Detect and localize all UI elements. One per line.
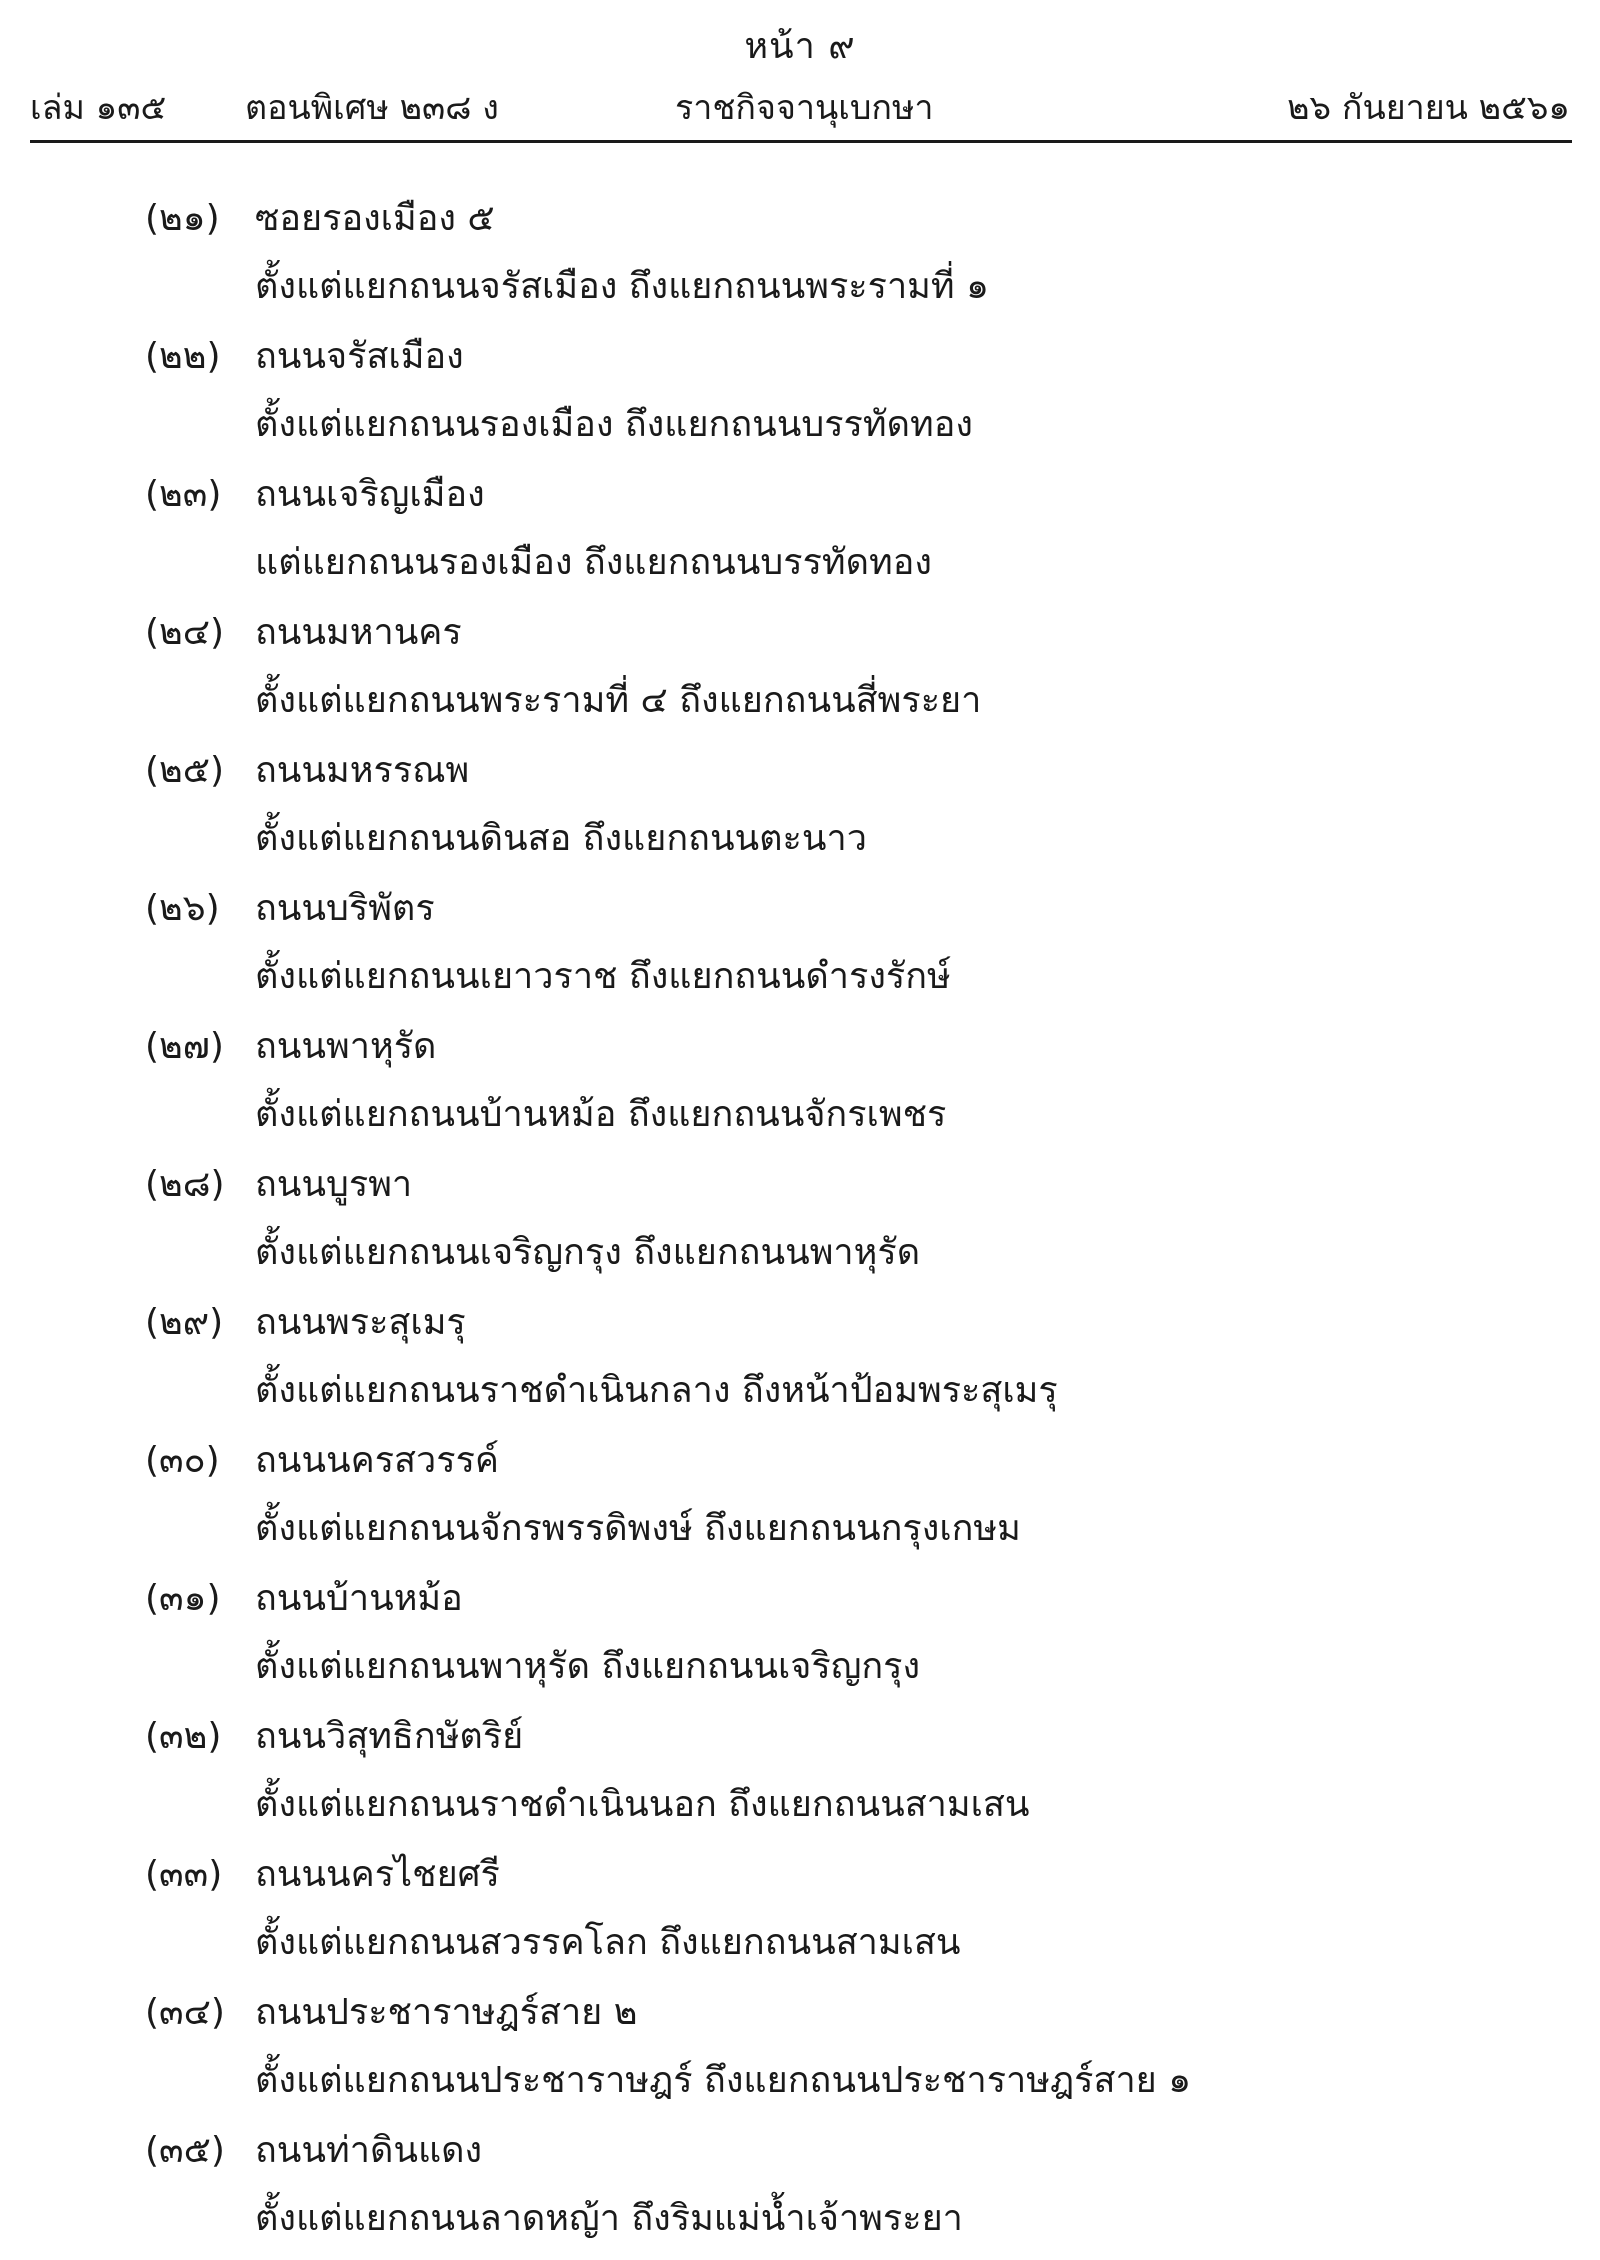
road-extent: ตั้งแต่แยกถนนดินสอ ถึงแยกถนนตะนาว [255,818,867,859]
list-item [0,190,1600,328]
road-name: ถนนนครไชยศรี [255,1854,500,1895]
road-name: ถนนวิสุทธิกษัตริย์ [255,1716,524,1757]
item-number: (๒๖) [145,888,220,929]
list-item [0,1018,1600,1156]
issue-number: ตอนพิเศษ ๒๓๘ ง [245,88,499,128]
road-name: ถนนบริพัตร [255,888,435,929]
road-name: ถนนเจริญเมือง [255,474,485,515]
list-item [0,1432,1600,1570]
item-number: (๒๗) [145,1026,224,1067]
list-item [0,604,1600,742]
gazette-title: ราชกิจจานุเบกษา [675,88,934,128]
list-item [0,1984,1600,2122]
road-extent: ตั้งแต่แยกถนนสวรรคโลก ถึงแยกถนนสามเสน [255,1922,961,1963]
road-list [0,190,1600,2260]
road-extent: แต่แยกถนนรองเมือง ถึงแยกถนนบรรทัดทอง [255,542,932,583]
road-extent: ตั้งแต่แยกถนนเจริญกรุง ถึงแยกถนนพาหุรัด [255,1232,921,1273]
road-extent: ตั้งแต่แยกถนนพระรามที่ ๔ ถึงแยกถนนสี่พระยา [255,680,982,721]
road-extent: ตั้งแต่แยกถนนลาดหญ้า ถึงริมแม่น้ำเจ้าพระยา [255,2198,963,2239]
item-number: (๒๙) [145,1302,224,1343]
road-extent: ตั้งแต่แยกถนนบ้านหม้อ ถึงแยกถนนจักรเพชร [255,1094,947,1135]
item-number: (๒๒) [145,336,221,377]
road-name: ถนนท่าดินแดง [255,2130,483,2171]
list-item [0,742,1600,880]
list-item [0,328,1600,466]
item-number: (๒๑) [145,198,220,239]
road-name: ถนนมหรรณพ [255,750,470,791]
road-name: ถนนบูรพา [255,1164,413,1205]
item-number: (๓๐) [145,1440,220,1481]
road-extent: ตั้งแต่แยกถนนรองเมือง ถึงแยกถนนบรรทัดทอง [255,404,973,445]
list-item [0,1156,1600,1294]
road-name: ถนนบ้านหม้อ [255,1578,463,1619]
volume-number: เล่ม ๑๓๕ [30,88,167,128]
road-extent: ตั้งแต่แยกถนนพาหุรัด ถึงแยกถนนเจริญกรุง [255,1646,921,1687]
item-number: (๒๕) [145,750,225,791]
header-divider [30,140,1572,143]
list-item [0,2122,1600,2260]
gazette-header [30,82,1570,134]
road-name: ถนนจรัสเมือง [255,336,464,377]
item-number: (๓๒) [145,1716,222,1757]
list-item [0,466,1600,604]
road-name: ซอยรองเมือง ๕ [255,198,495,239]
road-name: ถนนพระสุเมรุ [255,1302,466,1343]
road-name: ถนนพาหุรัด [255,1026,437,1067]
item-number: (๓๓) [145,1854,223,1895]
item-number: (๒๔) [145,612,225,653]
list-item [0,1846,1600,1984]
list-item [0,1294,1600,1432]
road-extent: ตั้งแต่แยกถนนประชาราษฎร์ ถึงแยกถนนประชาราษฎร์สาย ๑ [255,2060,1192,2101]
list-item [0,1708,1600,1846]
item-number: (๓๕) [145,2130,225,2171]
road-name: ถนนประชาราษฎร์สาย ๒ [255,1992,638,2033]
page-number: หน้า ๙ [744,26,856,67]
item-number: (๒๓) [145,474,222,515]
road-extent: ตั้งแต่แยกถนนจรัสเมือง ถึงแยกถนนพระรามที่ ๑ [255,266,989,307]
road-extent: ตั้งแต่แยกถนนเยาวราช ถึงแยกถนนดำรงรักษ์ [255,956,951,997]
road-name: ถนนนครสวรรค์ [255,1440,499,1481]
list-item [0,880,1600,1018]
item-number: (๓๔) [145,1992,225,2033]
item-number: (๒๘) [145,1164,225,1205]
road-extent: ตั้งแต่แยกถนนราชดำเนินนอก ถึงแยกถนนสามเสน [255,1784,1030,1825]
road-extent: ตั้งแต่แยกถนนราชดำเนินกลาง ถึงหน้าป้อมพระสุเมรุ [255,1370,1058,1411]
item-number: (๓๑) [145,1578,221,1619]
publication-date: ๒๖ กันยายน ๒๕๖๑ [1287,88,1570,128]
list-item [0,1570,1600,1708]
road-extent: ตั้งแต่แยกถนนจักรพรรดิพงษ์ ถึงแยกถนนกรุงเกษม [255,1508,1021,1549]
road-name: ถนนมหานคร [255,612,462,653]
